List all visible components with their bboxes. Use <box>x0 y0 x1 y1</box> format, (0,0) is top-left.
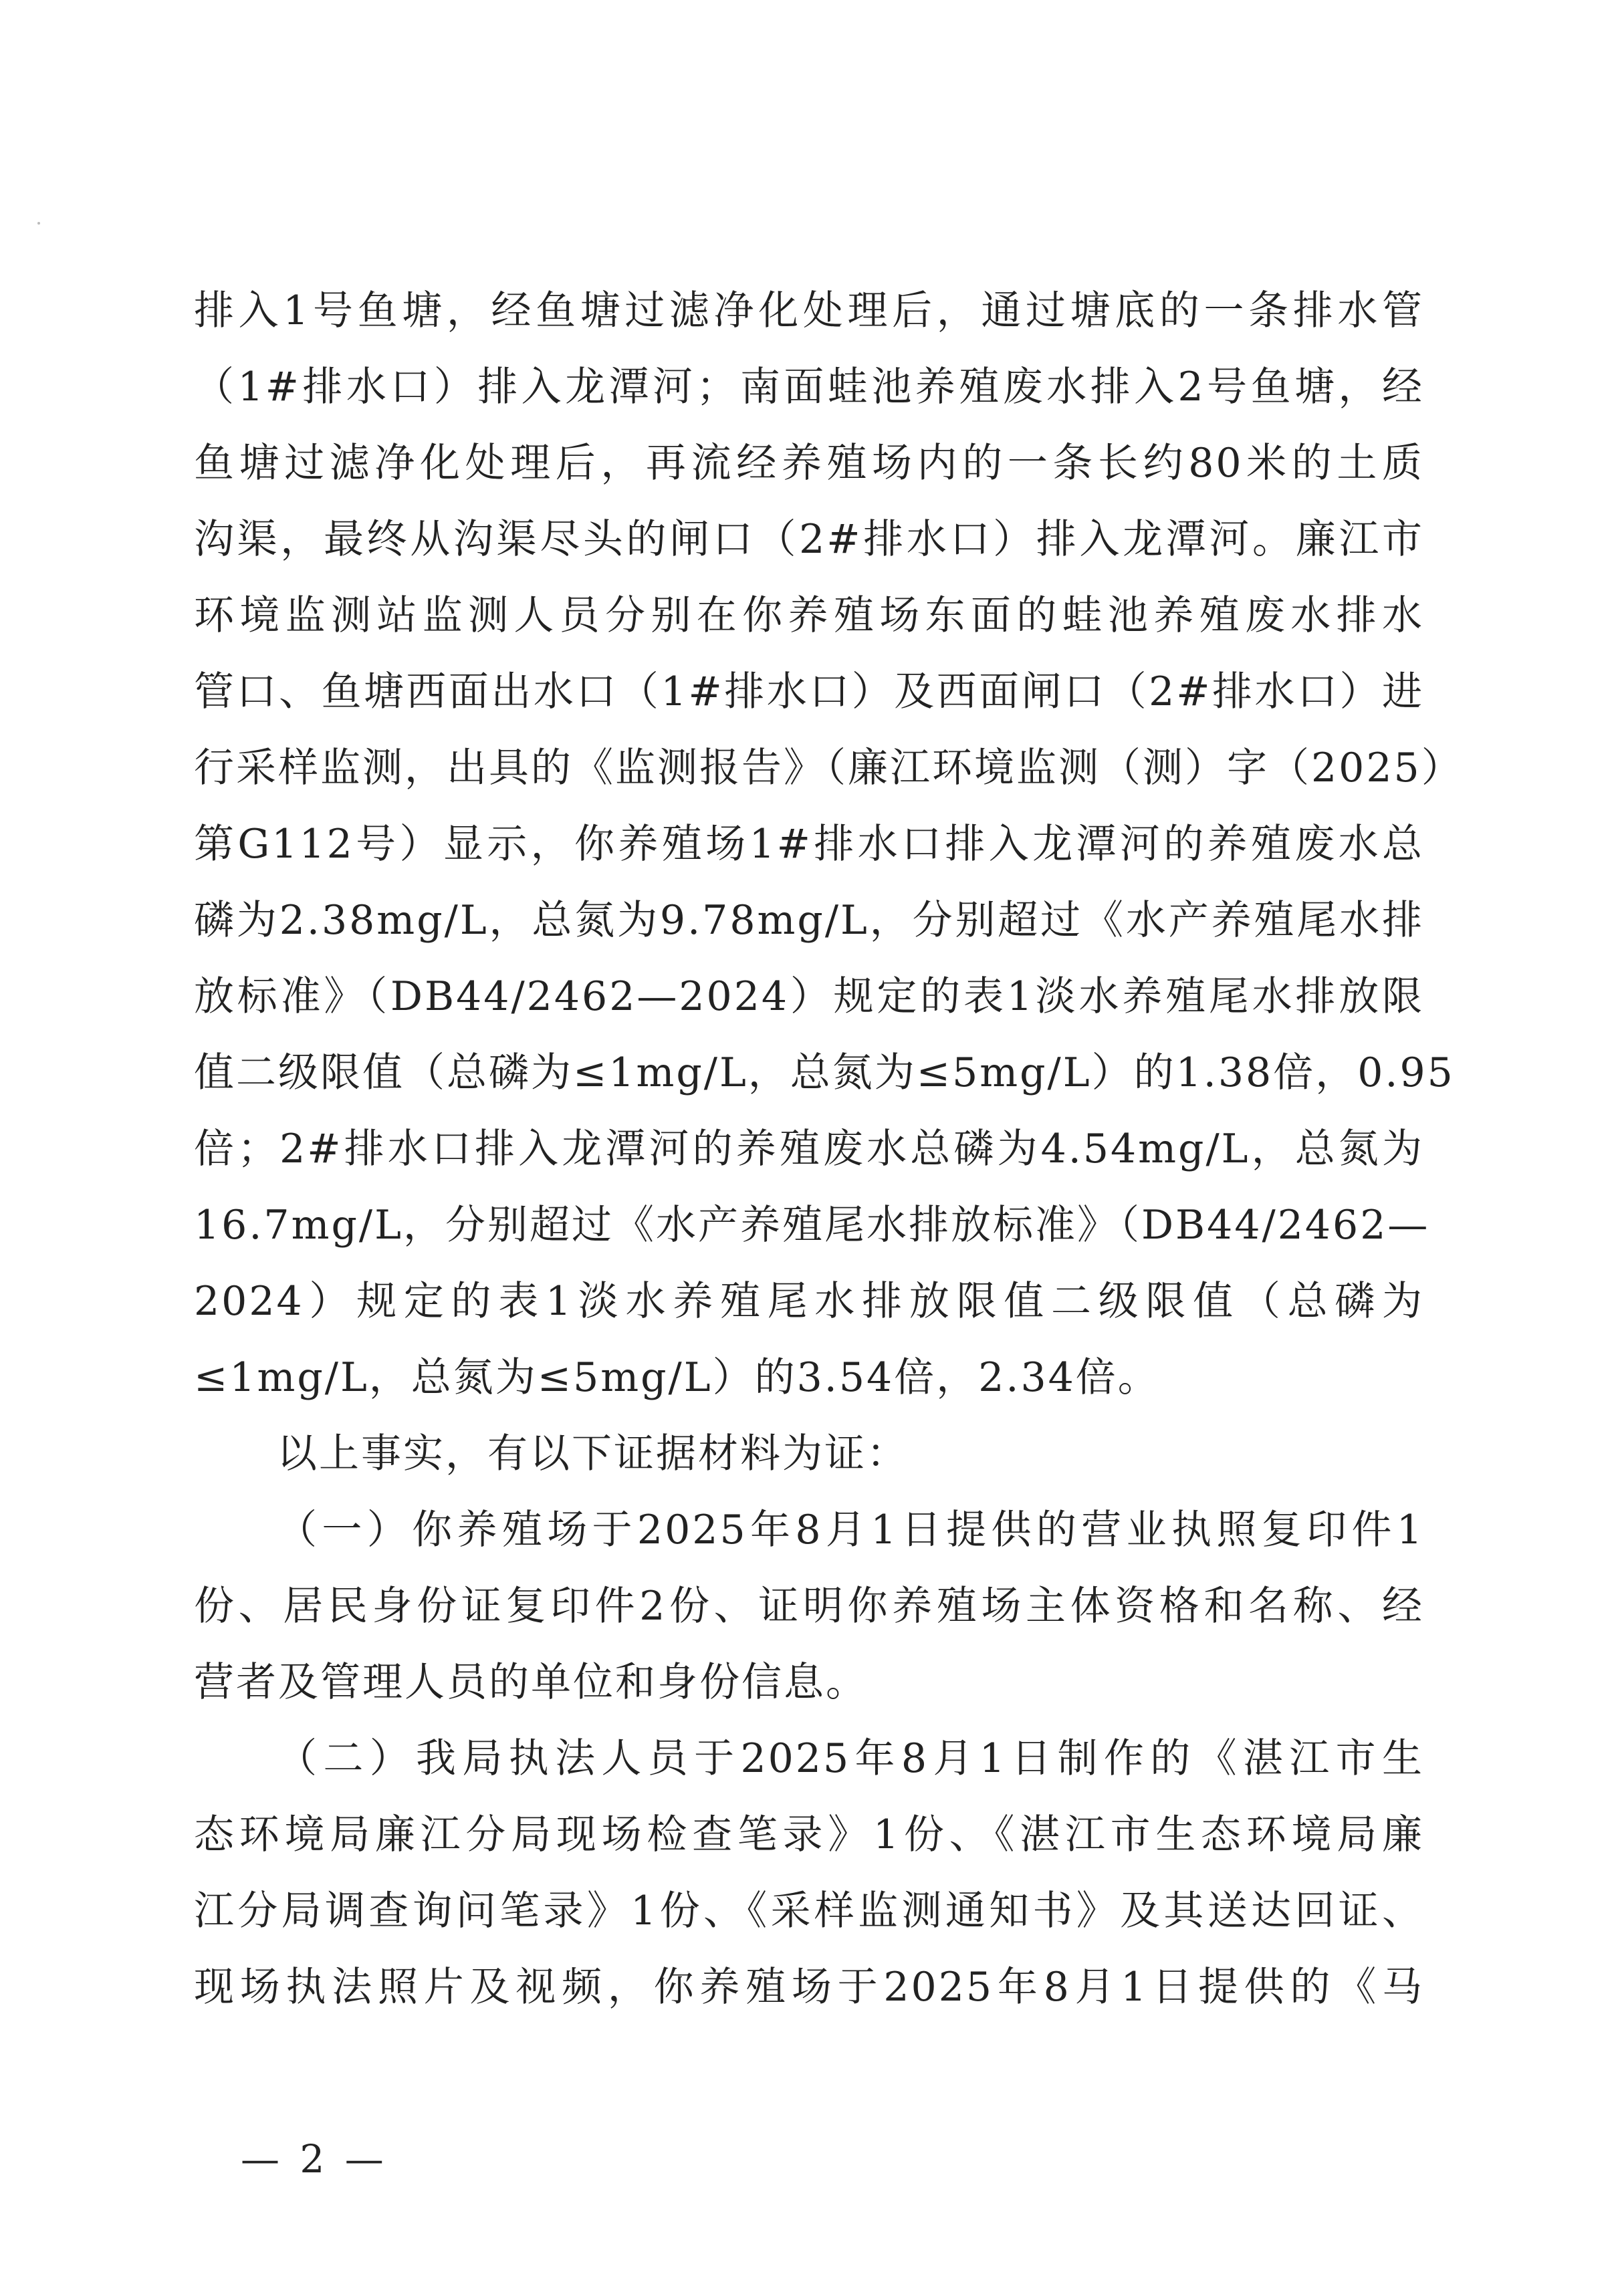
text-line: 环境监测站监测人员分别在你养殖场东面的蛙池养殖废水排水 <box>194 592 1424 639</box>
text-line: 磷为2.38mg/L，总氮为9.78mg/L，分别超过《水产养殖尾水排 <box>194 897 1424 944</box>
text-line: 态环境局廉江分局现场检查笔录》1份、《湛江市生态环境局廉 <box>194 1811 1424 1858</box>
document-body <box>194 273 1464 2025</box>
page-number: — 2 — <box>241 2136 388 2182</box>
text-line: 份、居民身份证复印件2份、证明你养殖场主体资格和名称、经 <box>194 1583 1424 1630</box>
text-line: ≤1mg/L，总氮为≤5mg/L）的3.54倍，2.34倍。 <box>194 1354 1160 1401</box>
text-line: （1#排水口）排入龙潭河；南面蛙池养殖废水排入2号鱼塘，经 <box>194 364 1424 410</box>
text-line: 值二级限值（总磷为≤1mg/L，总氮为≤5mg/L）的1.38倍，0.95 <box>194 1049 1455 1096</box>
text-line: 鱼塘过滤净化处理后，再流经养殖场内的一条长约80米的土质 <box>194 440 1424 487</box>
text-line: 沟渠，最终从沟渠尽头的闸口（2#排水口）排入龙潭河。廉江市 <box>194 516 1424 563</box>
text-line: 放标准》（DB44/2462—2024）规定的表1淡水养殖尾水排放限 <box>194 973 1424 1020</box>
paragraph-start-line: （一）你养殖场于2025年8月1日提供的营业执照复印件1 <box>277 1507 1424 1553</box>
text-line: 现场执法照片及视频，你养殖场于2025年8月1日提供的《马 <box>194 1964 1424 2011</box>
paragraph-start-line: 以上事实，有以下证据材料为证： <box>277 1430 909 1477</box>
text-line: 第G112号）显示，你养殖场1#排水口排入龙潭河的养殖废水总 <box>194 821 1424 868</box>
text-line: 行采样监测，出具的《监测报告》（廉江环境监测（测）字（2025） <box>194 745 1464 791</box>
text-line: 倍；2#排水口排入龙潭河的养殖废水总磷为4.54mg/L，总氮为 <box>194 1126 1424 1172</box>
text-line: 排入1号鱼塘，经鱼塘过滤净化处理后，通过塘底的一条排水管 <box>194 287 1424 334</box>
text-line: 16.7mg/L，分别超过《水产养殖尾水排放标准》（DB44/2462— <box>194 1202 1430 1249</box>
text-line: 营者及管理人员的单位和身份信息。 <box>194 1659 868 1706</box>
paragraph-start-line: （二）我局执法人员于2025年8月1日制作的《湛江市生 <box>277 1735 1424 1782</box>
text-line: 2024）规定的表1淡水养殖尾水排放限值二级限值（总磷为 <box>194 1278 1424 1325</box>
text-line: 江分局调查询问笔录》1份、《采样监测通知书》及其送达回证、 <box>194 1888 1424 1934</box>
text-line: 管口、鱼塘西面出水口（1#排水口）及西面闸口（2#排水口）进 <box>194 668 1424 715</box>
scan-speck <box>37 222 40 225</box>
